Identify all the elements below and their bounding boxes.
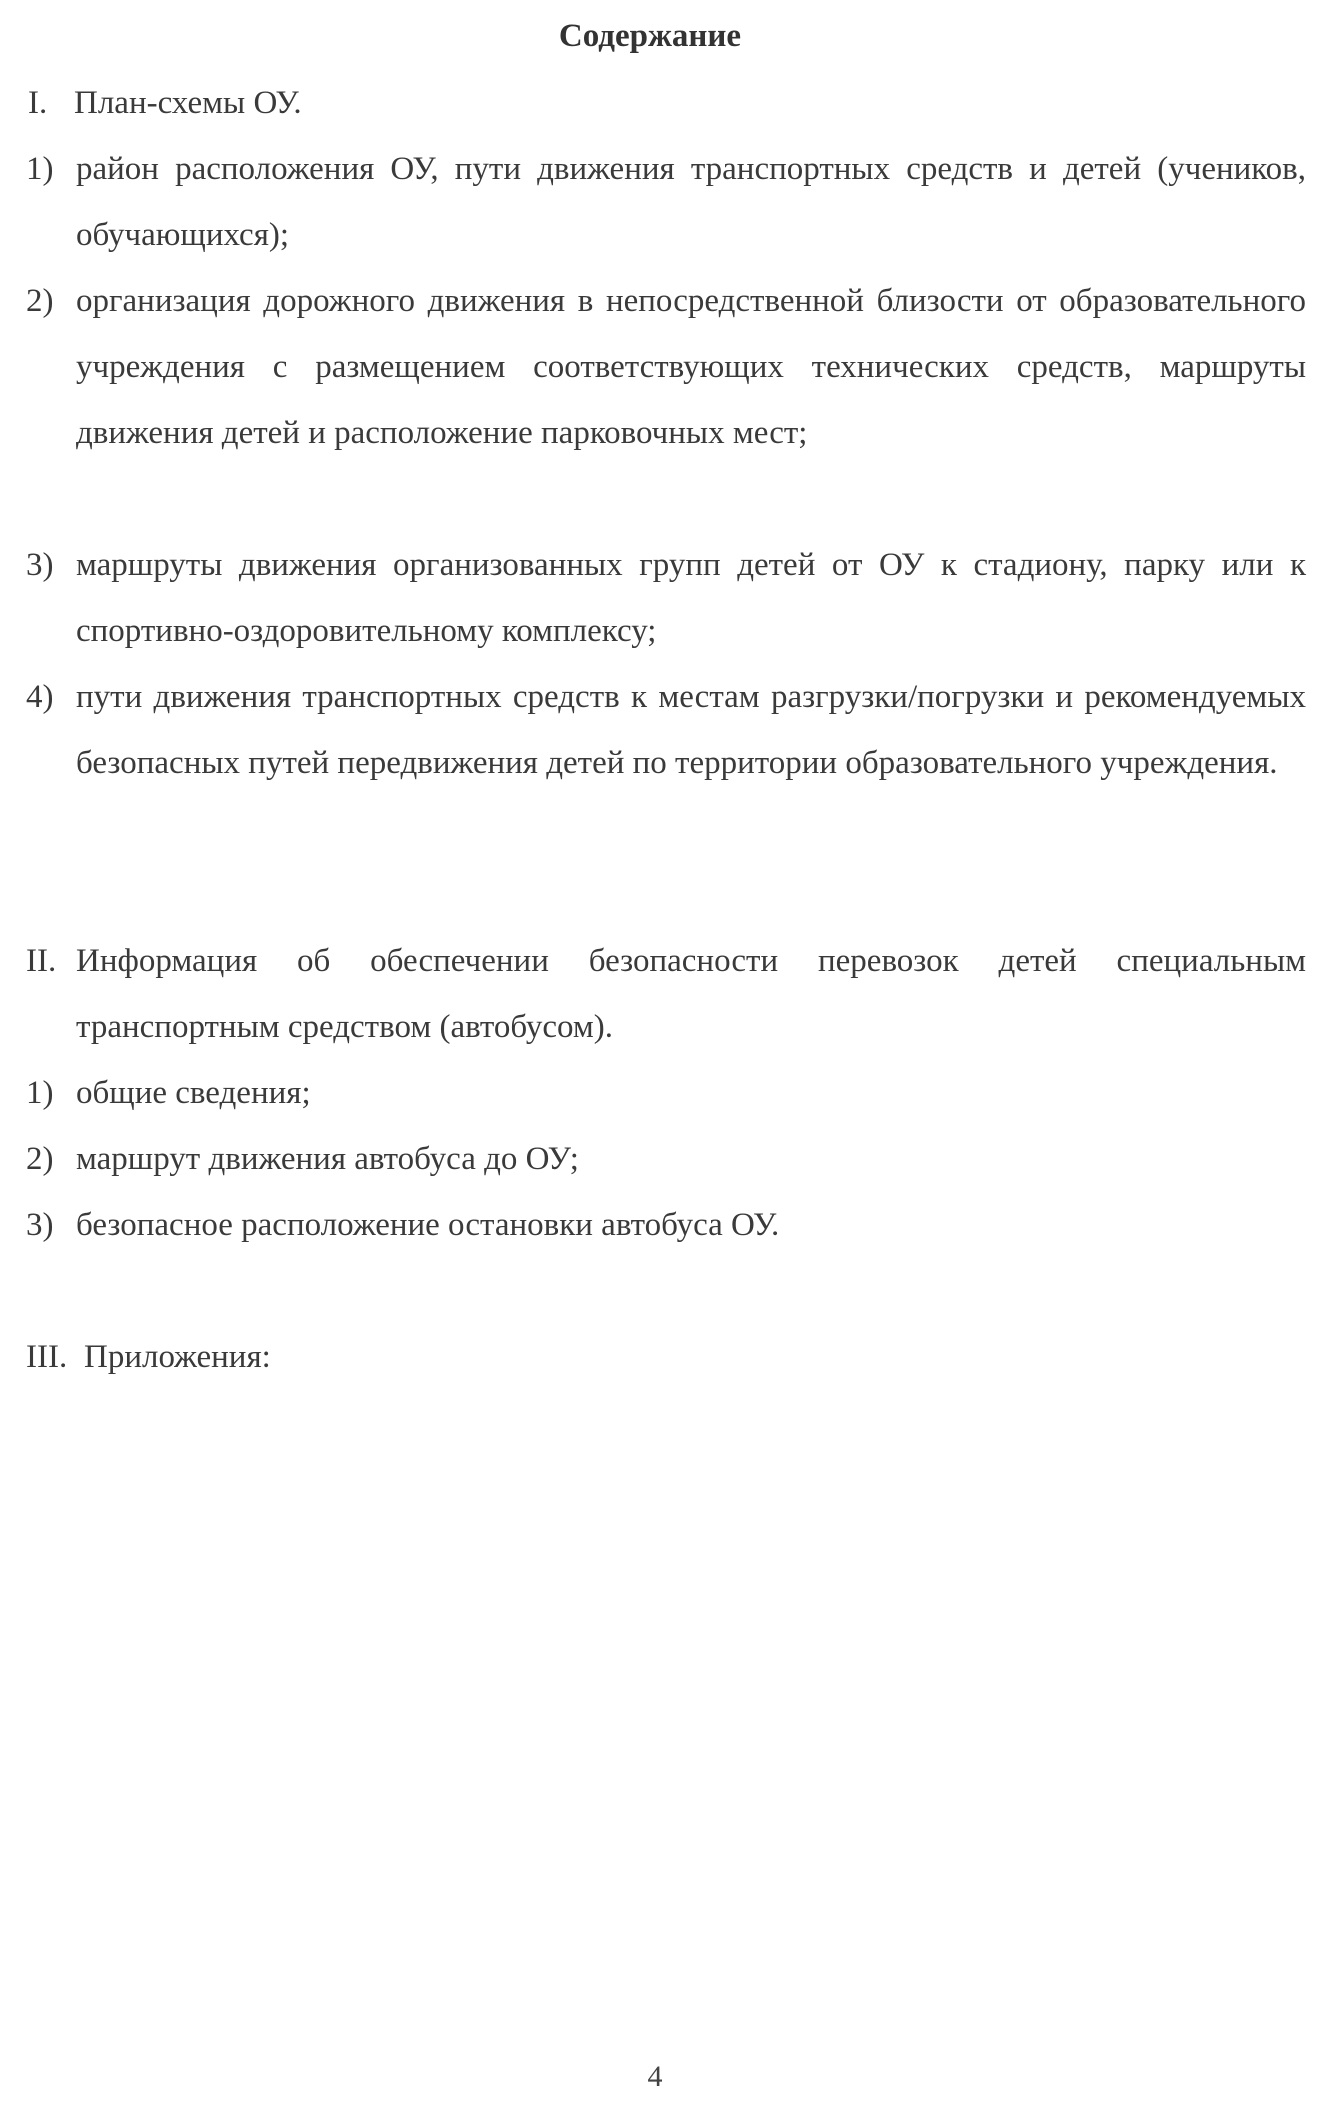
item-number: 1) <box>26 1075 54 1111</box>
section-3-heading <box>26 1324 1280 1390</box>
item-text: маршрут движения автобуса до ОУ; <box>76 1141 579 1177</box>
item-text: организация дорожного движения в непосредственной близости от образовательного учреждения с размещением соответствующих технических средств, маршруты движения детей и расположение парковочных мест; <box>76 283 1306 451</box>
section-1-item-3 <box>26 532 1306 664</box>
item-text: общие сведения; <box>76 1075 311 1111</box>
item-text: безопасное расположение остановки автобуса ОУ. <box>76 1207 780 1243</box>
item-number: 3) <box>26 1207 54 1243</box>
item-text: пути движения транспортных средств к местам разгрузки/погрузки и рекомендуемых безопасных путей передвижения детей по территории образовательного учреждения. <box>76 679 1306 781</box>
item-number: 3) <box>26 547 54 583</box>
page-title: Содержание <box>558 18 742 54</box>
page-number: 4 <box>647 2060 663 2093</box>
section-3-number: III. <box>26 1339 68 1375</box>
item-number: 4) <box>26 679 54 715</box>
item-number: 2) <box>26 1141 54 1177</box>
section-1-title: План-схемы ОУ. <box>74 85 302 121</box>
section-1-item-1 <box>26 136 1306 268</box>
section-2-heading <box>26 928 1306 1060</box>
section-2-item-1 <box>26 1060 1280 1126</box>
section-2-item-2 <box>26 1126 1280 1192</box>
item-text: маршруты движения организованных групп детей от ОУ к стадиону, парку или к спортивно-оздоровительному комплексу; <box>76 547 1306 649</box>
item-number: 1) <box>26 151 54 187</box>
section-2-title: Информация об обеспечении безопасности перевозок детей специальным транспортным средством (автобусом). <box>76 943 1306 1045</box>
item-text: район расположения ОУ, пути движения транспортных средств и детей (учеников, обучающихся); <box>76 151 1306 253</box>
section-2-item-3 <box>26 1192 1280 1258</box>
section-1-heading <box>28 70 1278 136</box>
item-number: 2) <box>26 283 54 319</box>
section-3-title: Приложения: <box>84 1339 271 1375</box>
section-2-number: II. <box>26 943 57 979</box>
section-1-item-2 <box>26 268 1306 532</box>
section-1-number: I. <box>28 85 48 121</box>
section-1-item-4 <box>26 664 1306 862</box>
